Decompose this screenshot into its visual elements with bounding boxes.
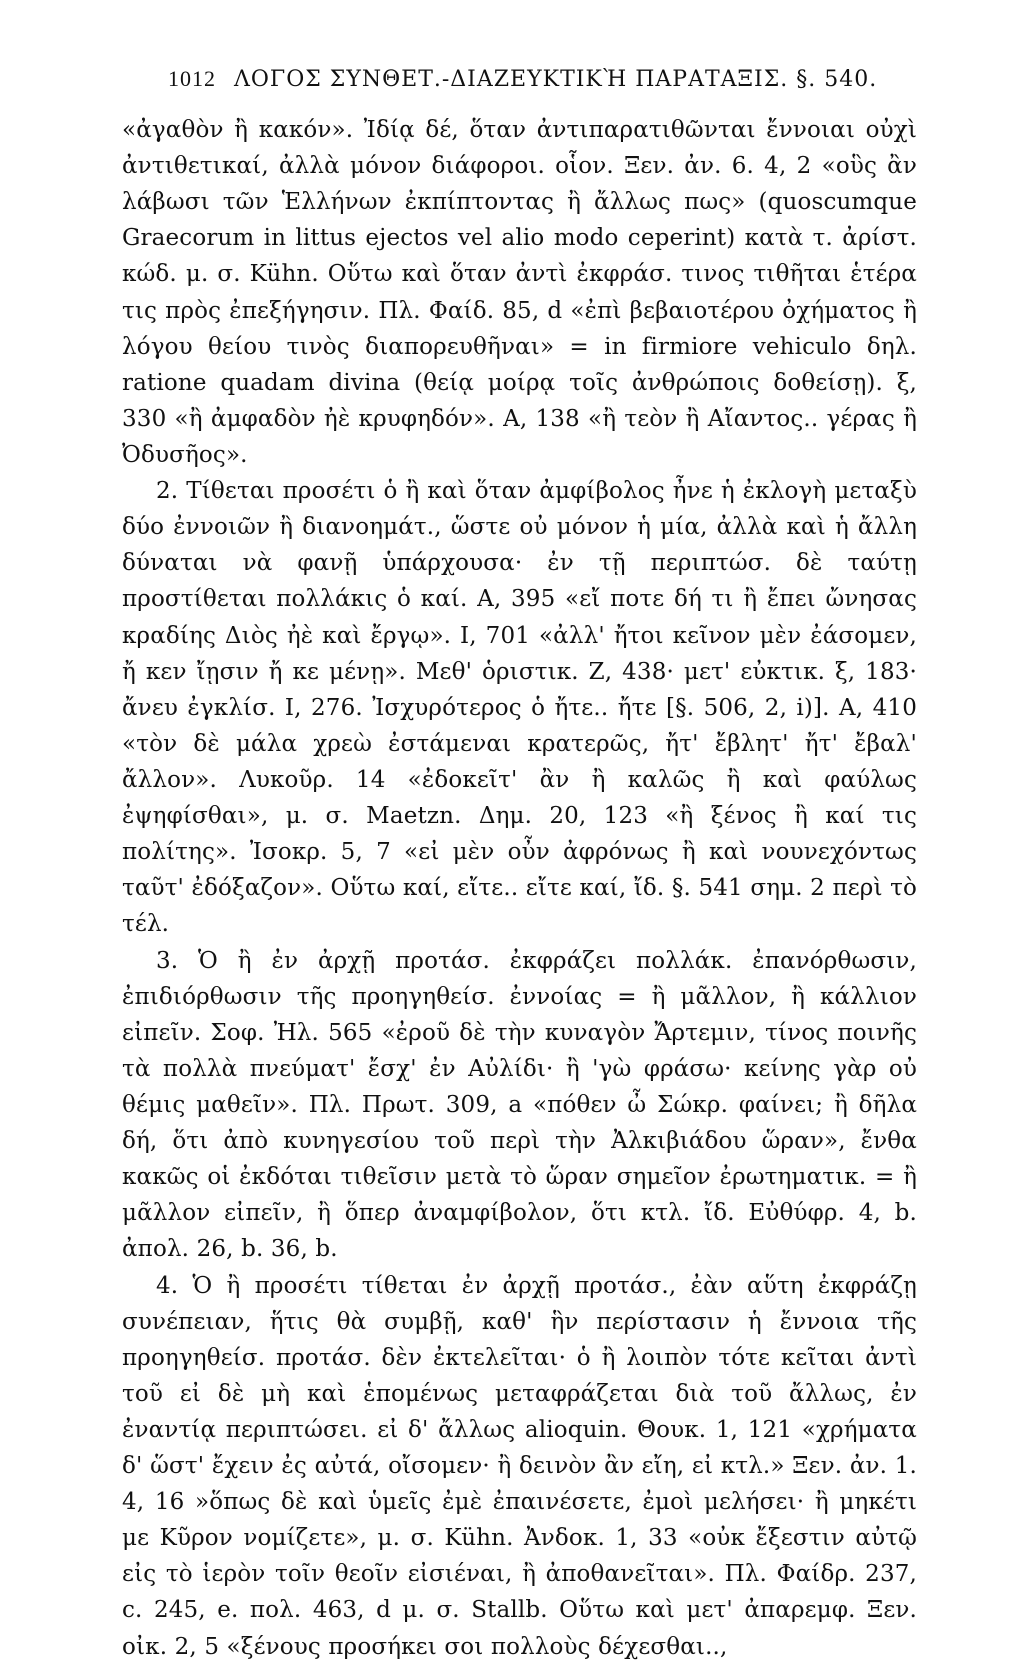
paragraph-4: 4. Ὁ ἢ προσέτι τίθεται ἐν ἀρχῇ προτάσ., ἐὰν αὕτη ἐκφράζῃ συνέπειαν, ἥτις θὰ συμβῇ, καθ' ἣν περίστασιν ἡ ἔννοια τῆς προηγηθείσ. προτάσ. δὲν ἐκτελεῖται· ὁ ἢ λοιπὸν τότε κεῖται ἀντὶ τοῦ εἰ δὲ μὴ καὶ ἑπομένως μεταφράζεται διὰ τοῦ ἄλλως, ἐν ἐναντίᾳ περιπτώσει. εἰ δ' ἄλλως alioquin. Θουκ. 1, 121 «χρήματα δ' ὥστ' ἔχειν ἐς αὐτά, οἴσομεν· ἢ δεινὸν ἂν εἴη, εἰ κτλ.» Ξεν. ἀν. 1. 4, 16 »ὅπως δὲ καὶ ὑμεῖς ἐμὲ ἐπαινέσετε, ἐμοὶ μελήσει· ἢ μηκέτι με Κῦρον νομίζετε», μ. σ. Kühn. Ἀνδοκ. 1, 33 «οὐκ ἔξεστιν αὐτῷ εἰς τὸ ἱερὸν τοῖν θεοῖν εἰσιέναι, ἢ ἀποθανεῖται». Πλ. Φαίδρ. 237, c. 245, e. πολ. 463, d μ. σ. Stallb. Οὕτω καὶ μετ' ἀπαρεμφ. Ξεν. οἰκ. 2, 5 «ξένους προσήκει σοι πολλοὺς δέχεσθαι.., bbox=[122, 1272, 917, 1660]
body-text bbox=[122, 112, 917, 1665]
paragraph-continuation: «ἀγαθὸν ἢ κακόν». Ἰδίᾳ δέ, ὅταν ἀντιπαρατιθῶνται ἔννοιαι οὐχὶ ἀντιθετικαί, ἀλλὰ μόνον διάφοροι. οἷον. Ξεν. ἀν. 6. 4, 2 «οὓς ἂν λάβωσι τῶν Ἑλλήνων ἐκπίπτοντας ἢ ἄλλως πως» (quoscumque Graecorum in littus ejectos vel alio modo ceperint) κατὰ τ. ἀρίστ. κώδ. μ. σ. Kühn. Οὕτω καὶ ὅταν ἀντὶ ἐκφράσ. τινος τιθῆται ἑτέρα τις πρὸς ἐπεξήγησιν. Πλ. Φαίδ. 85, d «ἐπὶ βεβαιοτέρου ὀχήματος ἢ λόγου θείου τινὸς διαπορευθῆναι» = in firmiore vehiculo δηλ. ratione quadam divina (θείᾳ μοίρᾳ τοῖς ἀνθρώποις δοθείσῃ). ξ, 330 «ἢ ἀμφαδὸν ἠὲ κρυφηδόν». Α, 138 «ἢ τεὸν ἢ Αἴαντος.. γέρας ἢ Ὀδυσῆος». bbox=[122, 117, 917, 468]
page-number: 1012 bbox=[168, 66, 216, 91]
running-header bbox=[168, 66, 917, 92]
paragraph-3: 3. Ὁ ἢ ἐν ἀρχῇ προτάσ. ἐκφράζει πολλάκ. ἐπανόρθωσιν, ἐπιδιόρθωσιν τῆς προηγηθείσ. ἐννοίας = ἢ μᾶλλον, ἢ κάλλιον εἰπεῖν. Σοφ. Ἠλ. 565 «ἐροῦ δὲ τὴν κυναγὸν Ἄρτεμιν, τίνος ποινῆς τὰ πολλὰ πνεύματ' ἔσχ' ἐν Αὐλίδι· ἢ 'γὼ φράσω· κείνης γὰρ οὐ θέμις μαθεῖν». Πλ. Πρωτ. 309, a «πόθεν ὦ Σώκρ. φαίνει; ἢ δῆλα δή, ὅτι ἀπὸ κυνηγεσίου τοῦ περὶ τὴν Ἀλκιβιάδου ὥραν», ἔνθα κακῶς οἱ ἐκδόται τιθεῖσιν μετὰ τὸ ὥραν σημεῖον ἐρωτηματικ. = ἢ μᾶλλον εἰπεῖν, ἢ ὅπερ ἀναμφίβολον, ὅτι κτλ. ἴδ. Εὐθύφρ. 4, b. ἀπολ. 26, b. 36, b. bbox=[122, 947, 917, 1263]
running-title: ΛΟΓΟΣ ΣΥΝΘΕΤ.-ΔΙΑΖΕΥΚΤΙΚῊ ΠΑΡΑΤΑΞΙΣ. §. 540. bbox=[234, 67, 878, 92]
paragraph-2: 2. Τίθεται προσέτι ὁ ἢ καὶ ὅταν ἀμφίβολος ἦνε ἡ ἐκλογὴ μεταξὺ δύο ἐννοιῶν ἢ διανοημάτ., ὥστε οὐ μόνον ἡ μία, ἀλλὰ καὶ ἡ ἄλλη δύναται νὰ φανῇ ὑπάρχουσα· ἐν τῇ περιπτώσ. δὲ ταύτῃ προστίθεται πολλάκις ὁ καί. Α, 395 «εἴ ποτε δή τι ἢ ἔπει ὤνησας κραδίης Διὸς ἠὲ καὶ ἔργῳ». Ι, 701 «ἀλλ' ἤτοι κεῖνον μὲν ἐάσομεν, ἤ κεν ἴῃσιν ἤ κε μένῃ». Μεθ' ὁριστικ. Ζ, 438· μετ' εὐκτικ. ξ, 183· ἄνευ ἐγκλίσ. Ι, 276. Ἰσχυρότερος ὁ ἤτε.. ἤτε [§. 506, 2, i)]. Α, 410 «τὸν δὲ μάλα χρεὼ ἐστάμεναι κρατερῶς, ἤτ' ἔβλητ' ἤτ' ἔβαλ' ἄλλον». Λυκοῦρ. 14 «ἐδοκεῖτ' ἂν ἢ καλῶς ἢ καὶ φαύλως ἐψηφίσθαι», μ. σ. Maetzn. Δημ. 20, 123 «ἢ ξένος ἢ καί τις πολίτης». Ἰσοκρ. 5, 7 «εἰ μὲν οὖν ἀφρόνως ἢ καὶ νουνεχόντως ταῦτ' ἐδόξαζον». Οὕτω καί, εἴτε.. εἴτε καί, ἴδ. §. 541 σημ. 2 περὶ τὸ τέλ. bbox=[122, 478, 917, 938]
